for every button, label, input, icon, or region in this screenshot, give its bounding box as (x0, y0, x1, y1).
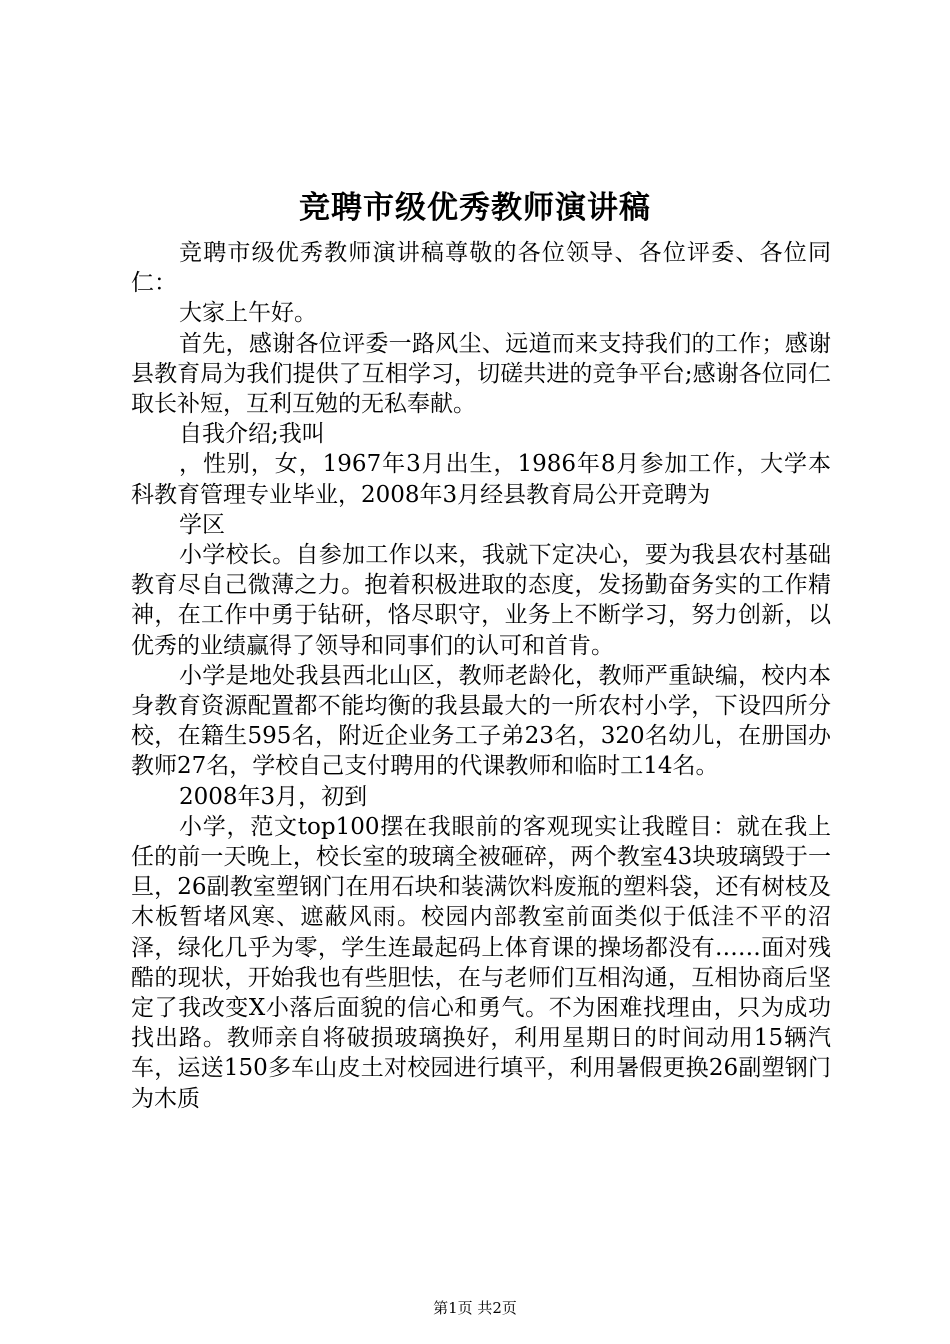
page-footer: 第1页 共2页 (433, 1299, 517, 1317)
paragraph: 小学，范文top100摆在我眼前的客观现实让我瞠目：就在我上任的前一天晚上，校长室的玻璃全被砸碎，两个教室43块玻璃毁于一旦，26副教室塑钢门在用石块和装满饮料废瓶的塑料袋，还有树枝及木板暂堵风寒、遮蔽风雨。校园内部教室前面类似于低洼不平的沼泽，绿化几乎为零，学生连最起码上体育课的操场都没有……面对残酷的现状，开始我也有些胆怯，在与老师们互相沟通，互相协商后坚定了我改变X小落后面貌的信心和勇气。不为困难找理由，只为成功找出路。教师亲自将破损玻璃换好，利用星期日的时间动用15辆汽车，运送150多车山皮土对校园进行填平，利用暑假更换26副塑钢门为木质 (131, 813, 831, 1112)
paragraph: 小学是地处我县西北山区，教师老龄化，教师严重缺编，校内本身教育资源配置都不能均衡的我县最大的一所农村小学，下设四所分校，在籍生595名，附近企业务工子弟23名，320名幼儿，在册国办教师27名，学校自己支付聘用的代课教师和临时工14名。 (131, 662, 831, 780)
paragraph: 大家上午好。 (179, 300, 317, 327)
paragraph: ，性别，女，1967年3月出生，1986年8月参加工作，大学本科教育管理专业毕业，2008年3月经县教育局公开竞聘为 (131, 451, 831, 508)
paragraph: 竞聘市级优秀教师演讲稿尊敬的各位领导、各位评委、各位同仁： (131, 240, 831, 297)
paragraph: 首先，感谢各位评委一路风尘、远道而来支持我们的工作；感谢县教育局为我们提供了互相学习，切磋共进的竞争平台;感谢各位同仁取长补短，互利互勉的无私奉献。 (131, 330, 831, 418)
paragraph: 小学校长。自参加工作以来，我就下定决心，要为我县农村基础教育尽自己微薄之力。抱着积极进取的态度，发扬勤奋务实的工作精神，在工作中勇于钻研，恪尽职守，业务上不断学习，努力创新，以优秀的业绩赢得了领导和同事们的认可和首肯。 (131, 542, 831, 659)
paragraph: 自我介绍;我叫 (179, 421, 325, 448)
paragraph: 2008年3月，初到 (179, 783, 368, 810)
document-title: 竞聘市级优秀教师演讲稿 (299, 190, 651, 226)
document-body (131, 238, 831, 1114)
paragraph: 学区 (179, 511, 225, 538)
